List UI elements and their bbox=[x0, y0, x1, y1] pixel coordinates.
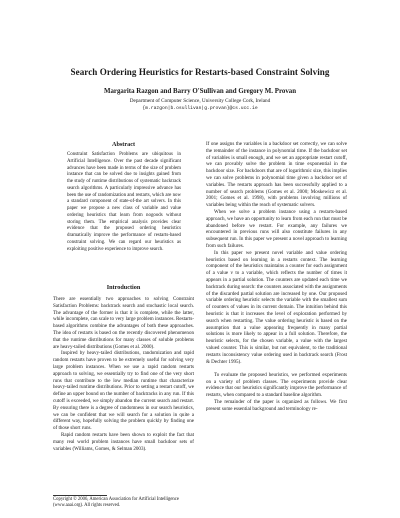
author-list: Margarita Razgon and Barry O'Sullivan and Gregory M. Provan bbox=[103, 88, 297, 95]
right-paragraph-5: The remainder of the paper is organized as follows. We first present some essential background and terminology re- bbox=[206, 399, 347, 412]
abstract-heading: Abstract bbox=[111, 141, 136, 148]
right-column-body bbox=[206, 141, 347, 413]
right-paragraph-2: When we solve a problem instance using a restarts-based approach, we have an opportunity to learn from each run that must be abandoned before we restart. For example, any failures we encountered in previous runs will also constitute failures in any subsequent run. In this paper we present a novel approach to learning from such failures. bbox=[206, 208, 347, 249]
right-paragraph-1: If one assigns the variables in a backdoor set correctly, we can solve the remainder of the instance in polynomial time. If the backdoor set of variables is small enough, and we set an appropriate restart cutoff, we can provably solve the problem in time exponential in the backdoor size. For backdoors that are of logarithmic size, this implies we can solve problems in polynomial time given a backdoor set of variables. The restarts approach has been successfully applied to a number of search problems (Gomes et al. 2000; Moskewicz et al. 2001; Gomes et al. 1998), with problems involving millions of variables being within the reach of systematic solvers. bbox=[206, 141, 347, 209]
introduction-body bbox=[53, 296, 194, 452]
abstract-text: Constraint Satisfaction Problems are ubiquitous in Artificial Intelligence. Over the past decade significant advances have been made in terms of the size of problem instance that can be solved due to insights gained from the study of runtime distributions of systematic backtrack search algorithms. A particularly impressive advance has been the use of randomization and restarts, which are now a standard component of state-of-the art solvers. In this paper we propose a new class of variable and value ordering heuristics that learn from nogoods without storing them. The empirical analysis provides clear evidence that the proposed ordering heuristics dramatically improve the performance of restarts-based constraint solving. We can regard our heuristics as exploiting positive experience to improve search. bbox=[67, 152, 181, 252]
intro-paragraph-1: There are essentially two approaches to solving Constraint Satisfaction Problems: backtrack search and stochastic local search. The advantage of the former is that it is complete, while the latter, while incomplete, can scale to very large problem instances. Restarts-based algorithms combine the advantages of both these approaches. The idea of restarts is based on the recently discovered phenomenon that the runtime distributions for many classes of soluble problems are heavy-tailed distributions (Gomes et al. 2000). bbox=[53, 296, 194, 350]
intro-paragraph-3: Rapid random restarts have been shown to exploit the fact that many real world problem instances have small backdoor sets of variables (Williams, Gomes, & Selman 2003). bbox=[53, 431, 194, 452]
introduction-heading: Introduction bbox=[106, 284, 141, 291]
copyright-footnote: Copyright © 2006, American Association for Artificial Intelligence (www.aaai.org). All rights reserved. bbox=[53, 497, 179, 508]
intro-paragraph-2: Inspired by heavy-tailed distributions, randomization and rapid random restarts have proven to be extremely useful for solving very large problem instances. When we use a rapid random restarts approach to solving, we essentially try to find one of the very short runs that contribute to the low median runtime that characterize heavy-tailed runtime distributions. Prior to setting a restart cutoff, we define an upper bound on the number of backtracks in any run. If this cutoff is exceeded, we simply abandon the current search and restart. By ensuring there is a degree of randomness in our search heuristics, we can be confident that we will search for a solution in quite a different way, hopefully solving the problem quickly by finding one of those short runs. bbox=[53, 350, 194, 432]
footnote-divider bbox=[53, 495, 107, 496]
right-paragraph-4: To evaluate the proposed heuristics, we performed experiments on a variety of problem classes. The experiments provide clear evidence that our heuristics significantly improve the performance of restarts, when compared to a standard baseline algorithm. bbox=[206, 371, 347, 399]
right-paragraph-3: In this paper we present novel variable and value ordering heuristics based on learning in a restarts context. The learning component of the heuristics maintains a counter for each assignment of a value v to a variable, which reflects the number of times it appears in a partial solution. The counters are updated each time we backtrack during search: the counters associated with the assignments of the discarded partial solution are increased by one. Our proposed variable ordering heuristic selects the variable with the smallest sum of counters of values in its current domain. The intuition behind this heuristic is that it increases the level of exploration performed by search when restarting. The value ordering heuristic is based on the assumption that a value appearing frequently in many partial solutions is more likely to appear in a full solution. Therefore, the heuristic selects, for the chosen variable, a value with the largest valued counter. This is similar, but not equivalent, to the traditional restarts inconsistency value ordering used in backtrack search (Frost & Dechter 1995). bbox=[206, 249, 347, 365]
affiliation-block bbox=[0, 98, 400, 112]
affiliation: Department of Computer Science, University College Cork, Ireland bbox=[129, 98, 271, 104]
paper-title: Search Ordering Heuristics for Restarts-based Constraint Solving bbox=[70, 67, 330, 77]
author-emails: {m.razgon|b.osullivan|g.provan}@cs.ucc.ie bbox=[142, 106, 258, 112]
